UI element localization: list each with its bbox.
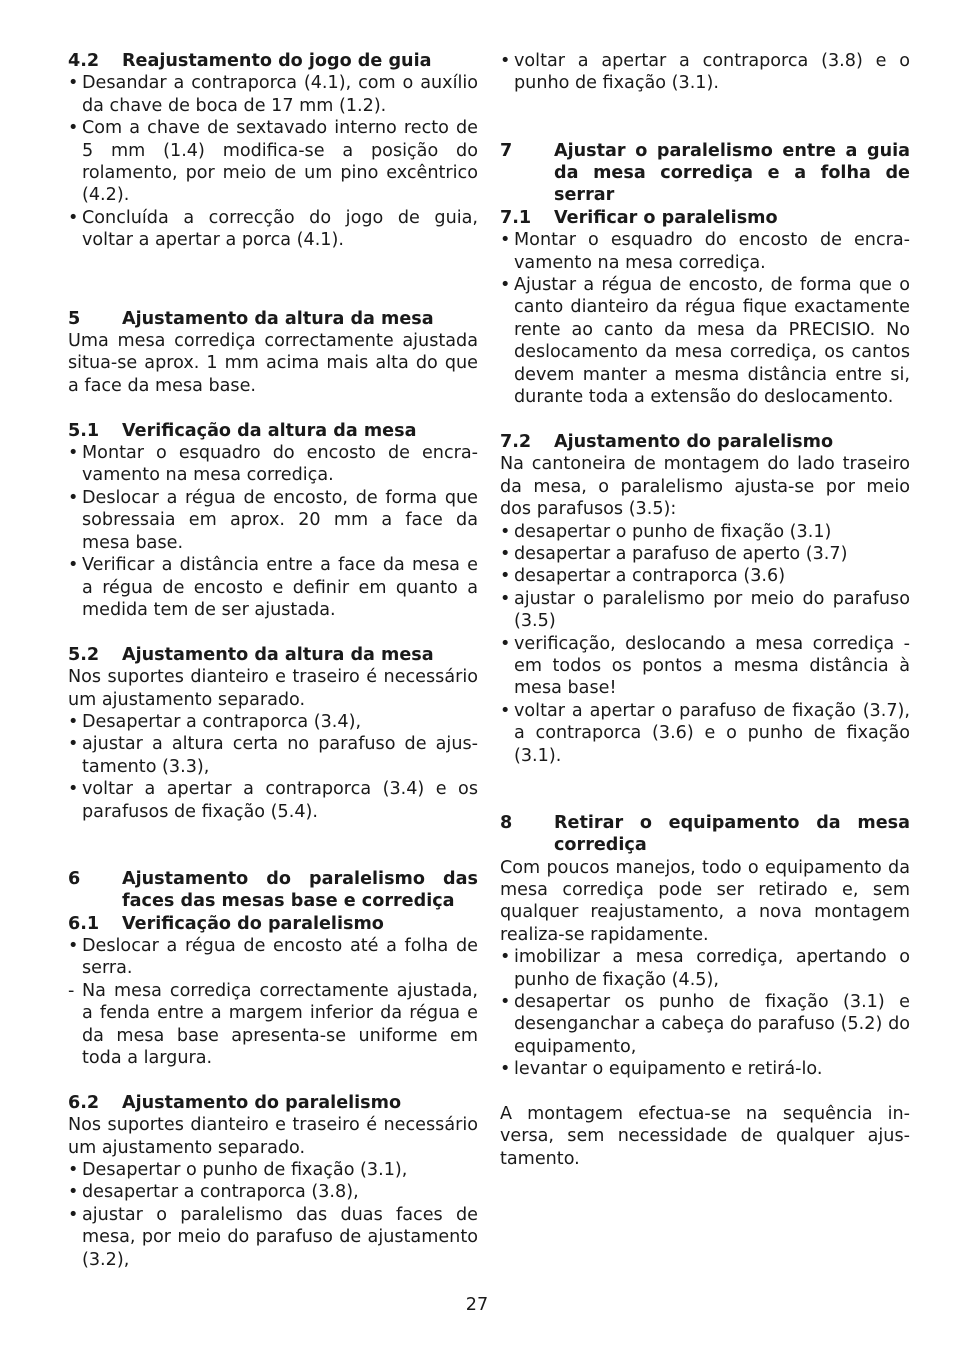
bullet-icon: • bbox=[68, 935, 79, 956]
list-item: • levantar o equipamento e retirá-lo. bbox=[500, 1059, 823, 1080]
continued-list bbox=[500, 50, 910, 95]
bullet-icon: • bbox=[68, 443, 79, 464]
section-7-1 bbox=[500, 207, 910, 409]
list-item: • desapertar a contraporca (3.8), bbox=[68, 1182, 359, 1203]
right-column bbox=[500, 50, 910, 1170]
list-item: • ajustar o paralelismo das duas faces de mesa, por meio do parafuso de ajustamento (3.2), bbox=[68, 1204, 478, 1270]
bullet-icon: • bbox=[68, 487, 79, 508]
section-heading bbox=[500, 207, 910, 229]
list-item: - Na mesa corrediça correctamente ajustada, a fenda entre a margem inferior da régua e da mesa base apresenta-se uniforme em toda a largura. bbox=[68, 980, 478, 1069]
bullet-icon: • bbox=[68, 1182, 79, 1203]
bullet-icon: • bbox=[500, 230, 511, 251]
bullet-icon: • bbox=[68, 1160, 79, 1181]
paragraph: Nos suportes dianteiro e traseiro é necessário um ajustamento separado. bbox=[68, 1115, 478, 1158]
bullet-icon: • bbox=[68, 73, 79, 94]
section-number: 4.2 bbox=[68, 51, 100, 71]
section-heading bbox=[68, 420, 478, 442]
list-item: • Verificar a distância entre a face da mesa e a régua de encosto e definir em quanto a medida tem de ser ajustada. bbox=[68, 555, 478, 620]
section-number: 7.2 bbox=[500, 431, 532, 452]
section-title: Verificar o paralelismo bbox=[554, 207, 778, 228]
paragraph: Na cantoneira de montagem do lado traseiro da mesa, o paralelismo ajusta-se por meio dos parafusos (3.5): bbox=[500, 454, 910, 520]
section-heading bbox=[500, 812, 910, 857]
section-number: 7 bbox=[500, 140, 513, 161]
dash-icon: - bbox=[68, 980, 75, 1001]
list-item: • desapertar a parafuso de aperto (3.7) bbox=[500, 543, 848, 564]
section-number: 8 bbox=[500, 812, 513, 833]
list-item: • desapertar a contraporca (3.6) bbox=[500, 566, 786, 587]
section-6-2 bbox=[68, 1092, 478, 1271]
section-title: Verificação da altura da mesa bbox=[122, 420, 417, 441]
section-title: Retirar o equipamento da mesa corrediça bbox=[554, 812, 910, 856]
section-title: Ajustamento do paralelismo bbox=[554, 431, 834, 452]
paragraph: Nos suportes dianteiro e traseiro é necessário um ajustamento separado. bbox=[68, 667, 478, 710]
bullet-icon: • bbox=[500, 588, 511, 609]
list-item: • ajustar a altura certa no parafuso de ajustamento (3.3), bbox=[68, 734, 478, 777]
list-item: • Desandar a contraporca (4.1), com o auxílio da chave de boca de 17 mm (1.2). bbox=[68, 73, 478, 116]
section-heading bbox=[68, 50, 478, 72]
section-title: Reajustamento do jogo de guia bbox=[122, 51, 432, 71]
section-number: 6.1 bbox=[68, 913, 100, 934]
section-number: 6.2 bbox=[68, 1092, 100, 1113]
section-5-2 bbox=[68, 644, 478, 823]
bullet-icon: • bbox=[500, 521, 511, 542]
list-item: • Montar o esquadro do encosto de encravamento na mesa corrediça. bbox=[68, 443, 478, 486]
bullet-icon: • bbox=[500, 51, 511, 71]
section-number: 5 bbox=[68, 308, 81, 329]
list-item: • desapertar o punho de fixação (3.1) bbox=[500, 521, 832, 542]
list-item: • ajustar o paralelismo por meio do parafuso (3.5) bbox=[500, 588, 910, 632]
section-heading bbox=[68, 913, 478, 935]
list-item: • voltar a apertar a contraporca (3.8) e o punho de fixação (3.1). bbox=[500, 51, 910, 94]
list-item: • Montar o esquadro do encosto de encravamento na mesa corrediça. bbox=[500, 230, 910, 273]
section-title: Verificação do paralelismo bbox=[122, 913, 384, 934]
list-item: • voltar a apertar a contraporca (3.4) e os parafusos de fixação (5.4). bbox=[68, 779, 478, 822]
bullet-icon: • bbox=[500, 633, 511, 654]
section-number: 6 bbox=[68, 868, 81, 889]
paragraph: Com poucos manejos, todo o equipamento da mesa corrediça pode ser retirado e, sem qualquer reajustamento, a nova montagem realiza-se rapidamente. bbox=[500, 857, 910, 945]
bullet-icon: • bbox=[68, 207, 79, 228]
bullet-icon: • bbox=[500, 1059, 511, 1080]
bullet-icon: • bbox=[500, 700, 511, 721]
bullet-icon: • bbox=[68, 734, 79, 755]
section-heading bbox=[68, 868, 478, 913]
bullet-icon: • bbox=[500, 947, 511, 968]
section-heading bbox=[68, 644, 478, 666]
list-item: • Deslocar a régua de encosto até a folha de serra. bbox=[68, 935, 478, 979]
list-item: • voltar a apertar o parafuso de fixação (3.7), a contraporca (3.6) e o punho de fixação (3.1). bbox=[500, 700, 910, 766]
section-6 bbox=[68, 868, 478, 913]
bullet-icon: • bbox=[500, 992, 511, 1013]
section-5-1 bbox=[68, 420, 478, 622]
section-heading bbox=[500, 140, 910, 207]
section-title: Ajustamento do paralelismo das faces das mesas base e corrediça bbox=[122, 868, 478, 912]
section-7 bbox=[500, 140, 910, 207]
bullet-icon: • bbox=[68, 118, 79, 139]
section-number: 7.1 bbox=[500, 207, 532, 228]
bullet-icon: • bbox=[500, 275, 511, 296]
section-8 bbox=[500, 812, 910, 1170]
section-number: 5.2 bbox=[68, 644, 100, 665]
closing-paragraph: A montagem efectua-se na sequência inversa, sem necessidade de qualquer ajustamento. bbox=[500, 1104, 910, 1169]
list-item: • desapertar os punho de fixação (3.1) e desenganchar a cabeça do parafuso (5.2) do equipamento, bbox=[500, 992, 910, 1057]
section-6-1 bbox=[68, 913, 478, 1070]
section-7-2 bbox=[500, 431, 910, 767]
section-title: Ajustamento da altura da mesa bbox=[122, 644, 434, 665]
bullet-icon: • bbox=[68, 555, 79, 576]
section-title: Ajustamento da altura da mesa bbox=[122, 308, 434, 329]
bullet-icon: • bbox=[68, 711, 79, 732]
section-heading bbox=[68, 1092, 478, 1114]
section-heading bbox=[500, 431, 910, 453]
list-item: • verificação, deslocando a mesa corrediça - em todos os pontos a mesma distância à mesa base! bbox=[500, 633, 910, 699]
section-title: Ajustamento do paralelismo bbox=[122, 1092, 402, 1113]
paragraph: Uma mesa corrediça correctamente ajustada situa-se aprox. 1 mm acima mais alta do que a face da mesa base. bbox=[68, 331, 478, 396]
list-item: • Desapertar a contraporca (3.4), bbox=[68, 711, 362, 732]
list-item: • Desapertar o punho de fixação (3.1), bbox=[68, 1160, 408, 1181]
section-number: 5.1 bbox=[68, 420, 100, 441]
list-item: • imobilizar a mesa corrediça, apertando o punho de fixação (4.5), bbox=[500, 947, 910, 990]
section-heading bbox=[68, 308, 478, 330]
bullet-icon: • bbox=[500, 543, 511, 564]
list-item: • Ajustar a régua de encosto, de forma que o canto dianteiro da régua fique exactamente rente ao canto da mesa da PRECISIO. No deslocamento da mesa corrediça, os cantos devem manter a mesma distância entre si, durante toda a extensão do deslocamento. bbox=[500, 275, 910, 408]
list-item: • Com a chave de sextavado interno recto de 5 mm (1.4) modifica-se a posição do rolamento, por meio de um pino excêntrico (4.2). bbox=[68, 118, 478, 206]
page-number: 27 bbox=[465, 1295, 489, 1315]
list-item: • Concluída a correcção do jogo de guia, voltar a apertar a porca (4.1). bbox=[68, 207, 478, 251]
section-5 bbox=[68, 308, 478, 398]
list-item: • Deslocar a régua de encosto, de forma que sobressaia em aprox. 20 mm a face da mesa base. bbox=[68, 487, 478, 553]
bullet-icon: • bbox=[500, 566, 511, 587]
bullet-icon: • bbox=[68, 779, 79, 800]
bullet-icon: • bbox=[68, 1204, 79, 1225]
section-4-2 bbox=[68, 50, 478, 252]
left-column bbox=[68, 50, 478, 1271]
section-title: Ajustar o paralelismo entre a guia da mesa corrediça e a folha de serrar bbox=[554, 140, 910, 206]
